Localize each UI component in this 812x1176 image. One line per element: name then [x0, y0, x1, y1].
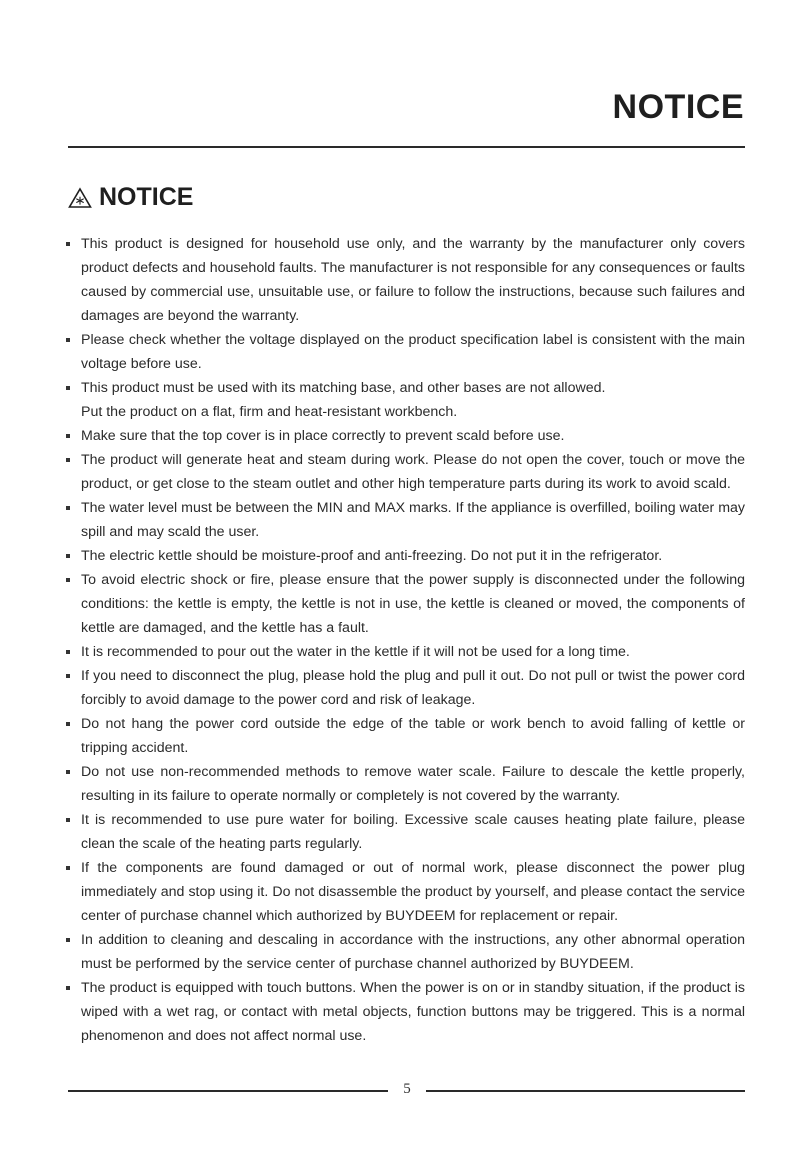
bullet-icon [66, 818, 70, 822]
notice-text: If you need to disconnect the plug, please hold the plug and pull it out. Do not pull or twist the power cord forcibly to avoid damage to the power cord and risk of leakage. [81, 668, 745, 708]
bullet-icon [66, 866, 70, 870]
notice-item [81, 232, 745, 328]
notice-item [81, 568, 745, 640]
notice-item [81, 976, 745, 1048]
notice-item [81, 664, 745, 712]
bullet-icon [66, 434, 70, 438]
notice-text: The electric kettle should be moisture-proof and anti-freezing. Do not put it in the refrigerator. [81, 548, 663, 564]
notice-text: The product will generate heat and steam during work. Please do not open the cover, touch or move the product, or get close to the steam outlet and other high temperature parts during its work to avoid scald. [81, 452, 745, 492]
notice-text: If the components are found damaged or out of normal work, please disconnect the power plug immediately and stop using it. Do not disassemble the product by yourself, and please contact the service center of purchase channel which authorized by BUYDEEM for replacement or repair. [81, 860, 745, 924]
notice-text: Do not hang the power cord outside the edge of the table or work bench to avoid falling of kettle or tripping accident. [81, 716, 745, 756]
bullet-icon [66, 554, 70, 558]
notice-text: It is recommended to use pure water for boiling. Excessive scale causes heating plate failure, please clean the scale of the heating parts regularly. [81, 812, 745, 852]
footer-divider-left [68, 1090, 388, 1092]
notice-text: The product is equipped with touch buttons. When the power is on or in standby situation, if the product is wiped with a wet rag, or contact with metal objects, function buttons may be triggered. This is a normal phenomenon and does not affect normal use. [81, 980, 745, 1044]
notice-text: In addition to cleaning and descaling in accordance with the instructions, any other abnormal operation must be performed by the service center of purchase channel authorized by BUYDEEM. [81, 932, 745, 972]
notice-item [81, 808, 745, 856]
notice-item [81, 424, 745, 448]
notice-text: To avoid electric shock or fire, please ensure that the power supply is disconnected under the following conditions: the kettle is empty, the kettle is not in use, the kettle is cleaned or moved, the components of kettle are damaged, and the kettle has a fault. [81, 572, 745, 636]
bullet-icon [66, 338, 70, 342]
notice-item [81, 328, 745, 376]
notice-item [81, 640, 745, 664]
bullet-icon [66, 674, 70, 678]
bullet-icon [66, 650, 70, 654]
bullet-icon [66, 938, 70, 942]
notice-text: It is recommended to pour out the water in the kettle if it will not be used for a long time. [81, 644, 630, 660]
bullet-icon [66, 722, 70, 726]
page-title: NOTICE [612, 88, 744, 126]
bullet-icon [66, 578, 70, 582]
bullet-icon [66, 386, 70, 390]
notice-item [81, 712, 745, 760]
notice-text: Please check whether the voltage displayed on the product specification label is consistent with the main voltage before use. [81, 332, 745, 372]
notice-item [81, 856, 745, 928]
notice-text: Do not use non-recommended methods to remove water scale. Failure to descale the kettle properly, resulting in its failure to operate normally or completely is not covered by the warranty. [81, 764, 745, 804]
bullet-icon [66, 986, 70, 990]
notice-item [81, 928, 745, 976]
notice-item [81, 760, 745, 808]
page-number: 5 [403, 1081, 411, 1097]
notice-item [81, 448, 745, 496]
bullet-icon [66, 242, 70, 246]
notice-text: This product must be used with its matching base, and other bases are not allowed. Put the product on a flat, firm and heat-resistant workbench. [81, 380, 606, 420]
header-divider [68, 146, 745, 148]
notice-item [81, 496, 745, 544]
warning-triangle-icon [68, 187, 92, 209]
bullet-icon [66, 458, 70, 462]
bullet-icon [66, 770, 70, 774]
notice-item [81, 376, 745, 424]
bullet-icon [66, 506, 70, 510]
section-heading [68, 183, 193, 212]
notice-item [81, 544, 745, 568]
notice-text: The water level must be between the MIN and MAX marks. If the appliance is overfilled, boiling water may spill and may scald the user. [81, 500, 745, 540]
notice-text: This product is designed for household use only, and the warranty by the manufacturer only covers product defects and household faults. The manufacturer is not responsible for any consequences or faults caused by commercial use, unsuitable use, or failure to follow the instructions, because such failures and damages are beyond the warranty. [81, 236, 745, 324]
notice-list [81, 232, 745, 1048]
footer-divider-right [426, 1090, 745, 1092]
section-heading-label: NOTICE [99, 183, 194, 211]
notice-text: Make sure that the top cover is in place correctly to prevent scald before use. [81, 428, 565, 444]
